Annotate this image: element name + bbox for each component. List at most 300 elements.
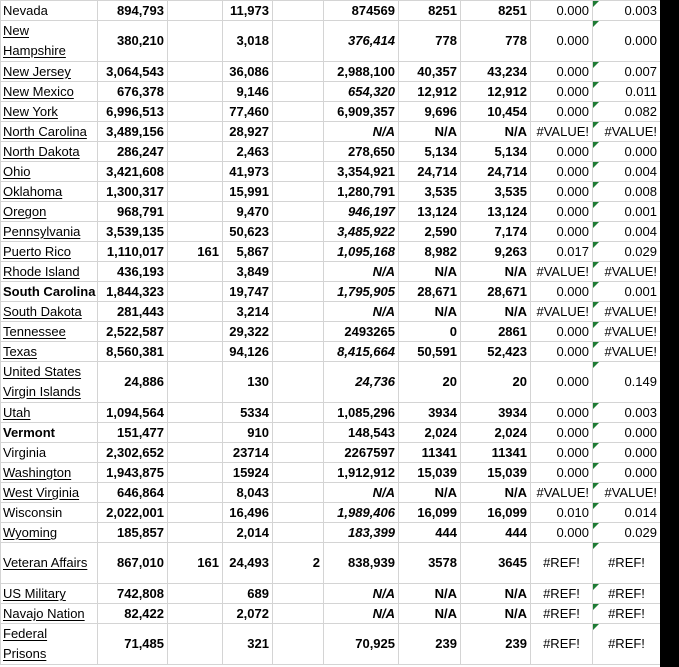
cell-b[interactable]: 867,010 (98, 543, 168, 584)
cell-name[interactable] (1, 162, 98, 182)
cell-j[interactable]: #VALUE! (593, 122, 661, 142)
cell-f[interactable]: N/A (324, 302, 399, 322)
cell-j[interactable]: 0.029 (593, 523, 661, 543)
cell-f[interactable]: 1,095,168 (324, 242, 399, 262)
cell-name[interactable] (1, 322, 98, 342)
cell-e[interactable] (273, 523, 324, 543)
cell-f[interactable]: 24,736 (324, 362, 399, 403)
cell-d[interactable]: 2,014 (223, 523, 273, 543)
cell-i[interactable]: 0.000 (531, 202, 593, 222)
cell-d[interactable]: 23714 (223, 443, 273, 463)
cell-b[interactable]: 71,485 (98, 624, 168, 665)
cell-j[interactable]: #REF! (593, 584, 661, 604)
cell-d[interactable]: 321 (223, 624, 273, 665)
cell-h[interactable]: N/A (461, 483, 531, 503)
cell-g[interactable]: 2,590 (399, 222, 461, 242)
cell-name[interactable] (1, 242, 98, 262)
cell-h[interactable]: 20 (461, 362, 531, 403)
cell-c[interactable] (168, 282, 223, 302)
cell-name[interactable] (1, 82, 98, 102)
cell-name[interactable] (1, 21, 98, 62)
cell-d[interactable]: 24,493 (223, 543, 273, 584)
cell-i[interactable]: #REF! (531, 543, 593, 584)
cell-h[interactable]: 239 (461, 624, 531, 665)
cell-name[interactable] (1, 483, 98, 503)
cell-d[interactable]: 15924 (223, 463, 273, 483)
cell-e[interactable] (273, 403, 324, 423)
cell-b[interactable]: 24,886 (98, 362, 168, 403)
cell-h[interactable]: 444 (461, 523, 531, 543)
cell-f[interactable]: 874569 (324, 1, 399, 21)
cell-name[interactable] (1, 543, 98, 584)
cell-d[interactable]: 36,086 (223, 62, 273, 82)
cell-c[interactable] (168, 142, 223, 162)
cell-j[interactable]: 0.149 (593, 362, 661, 403)
hyperlink[interactable]: Ohio (3, 164, 31, 179)
cell-h[interactable]: 16,099 (461, 503, 531, 523)
cell-h[interactable]: 15,039 (461, 463, 531, 483)
cell-b[interactable]: 1,844,323 (98, 282, 168, 302)
cell-j[interactable]: #REF! (593, 543, 661, 584)
cell-g[interactable]: 12,912 (399, 82, 461, 102)
hyperlink[interactable]: Pennsylvania (3, 224, 81, 239)
cell-c[interactable] (168, 122, 223, 142)
cell-g[interactable]: 24,714 (399, 162, 461, 182)
cell-e[interactable] (273, 362, 324, 403)
cell-h[interactable]: 43,234 (461, 62, 531, 82)
hyperlink[interactable]: Oklahoma (3, 184, 63, 199)
cell-d[interactable]: 94,126 (223, 342, 273, 362)
hyperlink[interactable]: Veteran Affairs (3, 555, 88, 570)
cell-c[interactable] (168, 342, 223, 362)
cell-j[interactable]: #REF! (593, 624, 661, 665)
cell-g[interactable]: 3,535 (399, 182, 461, 202)
cell-b[interactable]: 968,791 (98, 202, 168, 222)
cell-d[interactable]: 16,496 (223, 503, 273, 523)
cell-g[interactable]: N/A (399, 122, 461, 142)
cell-h[interactable]: 2,024 (461, 423, 531, 443)
cell-d[interactable]: 3,214 (223, 302, 273, 322)
cell-b[interactable]: 3,539,135 (98, 222, 168, 242)
cell-i[interactable]: 0.017 (531, 242, 593, 262)
hyperlink[interactable]: Rhode Island (3, 264, 80, 279)
cell-g[interactable]: 3578 (399, 543, 461, 584)
cell-e[interactable] (273, 604, 324, 624)
cell-h[interactable]: 10,454 (461, 102, 531, 122)
cell-e[interactable]: 2 (273, 543, 324, 584)
cell-b[interactable]: 3,064,543 (98, 62, 168, 82)
cell-j[interactable]: 0.001 (593, 202, 661, 222)
cell-h[interactable]: N/A (461, 302, 531, 322)
cell-d[interactable]: 5,867 (223, 242, 273, 262)
cell-name[interactable] (1, 604, 98, 624)
cell-h[interactable]: N/A (461, 604, 531, 624)
cell-b[interactable]: 151,477 (98, 423, 168, 443)
cell-e[interactable] (273, 624, 324, 665)
cell-h[interactable]: 3645 (461, 543, 531, 584)
cell-name[interactable] (1, 102, 98, 122)
cell-h[interactable]: 3934 (461, 403, 531, 423)
cell-e[interactable] (273, 282, 324, 302)
cell-b[interactable]: 82,422 (98, 604, 168, 624)
cell-g[interactable]: 15,039 (399, 463, 461, 483)
cell-name[interactable] (1, 584, 98, 604)
cell-f[interactable]: N/A (324, 604, 399, 624)
cell-f[interactable]: 148,543 (324, 423, 399, 443)
cell-j[interactable]: 0.000 (593, 423, 661, 443)
hyperlink[interactable]: South Dakota (3, 304, 82, 319)
hyperlink[interactable]: Navajo Nation (3, 606, 85, 621)
cell-g[interactable]: N/A (399, 604, 461, 624)
cell-i[interactable]: 0.000 (531, 102, 593, 122)
cell-h[interactable]: 11341 (461, 443, 531, 463)
cell-c[interactable] (168, 503, 223, 523)
cell-f[interactable]: 1,085,296 (324, 403, 399, 423)
cell-name[interactable] (1, 342, 98, 362)
cell-i[interactable]: 0.000 (531, 342, 593, 362)
cell-d[interactable]: 29,322 (223, 322, 273, 342)
cell-h[interactable]: 9,263 (461, 242, 531, 262)
cell-i[interactable]: 0.000 (531, 523, 593, 543)
cell-d[interactable]: 5334 (223, 403, 273, 423)
cell-e[interactable] (273, 122, 324, 142)
cell-h[interactable]: 7,174 (461, 222, 531, 242)
cell-c[interactable] (168, 102, 223, 122)
cell-i[interactable]: 0.000 (531, 222, 593, 242)
cell-f[interactable]: 2,988,100 (324, 62, 399, 82)
cell-f[interactable]: 183,399 (324, 523, 399, 543)
cell-j[interactable]: 0.011 (593, 82, 661, 102)
hyperlink[interactable]: Federal Prisons (3, 626, 48, 661)
cell-h[interactable]: 13,124 (461, 202, 531, 222)
cell-b[interactable]: 185,857 (98, 523, 168, 543)
hyperlink[interactable]: Utah (3, 405, 31, 420)
cell-j[interactable]: 0.003 (593, 1, 661, 21)
cell-b[interactable]: 436,193 (98, 262, 168, 282)
cell-i[interactable]: 0.000 (531, 62, 593, 82)
cell-g[interactable]: 0 (399, 322, 461, 342)
cell-i[interactable]: #VALUE! (531, 302, 593, 322)
cell-b[interactable]: 8,560,381 (98, 342, 168, 362)
cell-i[interactable]: #VALUE! (531, 483, 593, 503)
cell-j[interactable]: 0.000 (593, 443, 661, 463)
cell-name[interactable] (1, 302, 98, 322)
cell-name[interactable] (1, 503, 98, 523)
cell-b[interactable]: 3,489,156 (98, 122, 168, 142)
hyperlink[interactable]: New Mexico (3, 84, 74, 99)
cell-b[interactable]: 646,864 (98, 483, 168, 503)
cell-g[interactable]: N/A (399, 262, 461, 282)
hyperlink[interactable]: North Dakota (3, 144, 80, 159)
cell-g[interactable]: 2,024 (399, 423, 461, 443)
cell-b[interactable]: 281,443 (98, 302, 168, 322)
cell-d[interactable]: 910 (223, 423, 273, 443)
cell-j[interactable]: #VALUE! (593, 262, 661, 282)
cell-c[interactable] (168, 222, 223, 242)
cell-e[interactable] (273, 342, 324, 362)
cell-i[interactable]: 0.000 (531, 322, 593, 342)
cell-j[interactable]: 0.014 (593, 503, 661, 523)
cell-e[interactable] (273, 142, 324, 162)
cell-c[interactable] (168, 162, 223, 182)
cell-j[interactable]: 0.000 (593, 21, 661, 62)
cell-i[interactable]: #REF! (531, 584, 593, 604)
cell-name[interactable] (1, 122, 98, 142)
cell-j[interactable]: 0.000 (593, 142, 661, 162)
cell-e[interactable] (273, 584, 324, 604)
cell-d[interactable]: 28,927 (223, 122, 273, 142)
cell-c[interactable] (168, 21, 223, 62)
cell-c[interactable] (168, 483, 223, 503)
cell-j[interactable]: 0.029 (593, 242, 661, 262)
cell-f[interactable]: 3,485,922 (324, 222, 399, 242)
cell-j[interactable]: 0.007 (593, 62, 661, 82)
cell-i[interactable]: 0.000 (531, 1, 593, 21)
cell-g[interactable]: N/A (399, 302, 461, 322)
cell-d[interactable]: 130 (223, 362, 273, 403)
cell-name[interactable] (1, 624, 98, 665)
cell-g[interactable]: 778 (399, 21, 461, 62)
cell-c[interactable] (168, 423, 223, 443)
cell-name[interactable] (1, 62, 98, 82)
cell-j[interactable]: #VALUE! (593, 322, 661, 342)
hyperlink[interactable]: Wyoming (3, 525, 58, 540)
cell-f[interactable]: 1,795,905 (324, 282, 399, 302)
cell-j[interactable]: 0.000 (593, 463, 661, 483)
cell-h[interactable]: 778 (461, 21, 531, 62)
cell-f[interactable]: 654,320 (324, 82, 399, 102)
cell-f[interactable]: 1,989,406 (324, 503, 399, 523)
cell-f[interactable]: 838,939 (324, 543, 399, 584)
cell-c[interactable] (168, 302, 223, 322)
cell-d[interactable]: 11,973 (223, 1, 273, 21)
cell-i[interactable]: 0.000 (531, 162, 593, 182)
cell-h[interactable]: 5,134 (461, 142, 531, 162)
cell-b[interactable]: 380,210 (98, 21, 168, 62)
cell-e[interactable] (273, 182, 324, 202)
cell-i[interactable]: 0.000 (531, 282, 593, 302)
cell-h[interactable]: 2861 (461, 322, 531, 342)
cell-h[interactable]: 8251 (461, 1, 531, 21)
cell-c[interactable] (168, 202, 223, 222)
cell-f[interactable]: N/A (324, 584, 399, 604)
cell-i[interactable]: 0.000 (531, 82, 593, 102)
cell-d[interactable]: 8,043 (223, 483, 273, 503)
cell-d[interactable]: 689 (223, 584, 273, 604)
cell-j[interactable]: 0.082 (593, 102, 661, 122)
cell-d[interactable]: 2,463 (223, 142, 273, 162)
cell-c[interactable]: 161 (168, 543, 223, 584)
cell-g[interactable]: N/A (399, 584, 461, 604)
cell-c[interactable] (168, 182, 223, 202)
cell-d[interactable]: 77,460 (223, 102, 273, 122)
cell-h[interactable]: N/A (461, 262, 531, 282)
cell-e[interactable] (273, 302, 324, 322)
cell-name[interactable] (1, 1, 98, 21)
hyperlink[interactable]: Puerto Rico (3, 244, 71, 259)
cell-d[interactable]: 41,973 (223, 162, 273, 182)
cell-f[interactable]: N/A (324, 483, 399, 503)
cell-c[interactable] (168, 403, 223, 423)
cell-f[interactable]: N/A (324, 122, 399, 142)
cell-f[interactable]: 278,650 (324, 142, 399, 162)
cell-e[interactable] (273, 322, 324, 342)
cell-b[interactable]: 2,022,001 (98, 503, 168, 523)
cell-h[interactable]: 3,535 (461, 182, 531, 202)
cell-e[interactable] (273, 483, 324, 503)
cell-c[interactable] (168, 443, 223, 463)
cell-e[interactable] (273, 503, 324, 523)
cell-e[interactable] (273, 463, 324, 483)
cell-e[interactable] (273, 423, 324, 443)
cell-f[interactable]: 1,912,912 (324, 463, 399, 483)
cell-g[interactable]: 16,099 (399, 503, 461, 523)
cell-d[interactable]: 50,623 (223, 222, 273, 242)
cell-e[interactable] (273, 443, 324, 463)
hyperlink[interactable]: North Carolina (3, 124, 87, 139)
cell-d[interactable]: 3,018 (223, 21, 273, 62)
cell-d[interactable]: 15,991 (223, 182, 273, 202)
cell-d[interactable]: 3,849 (223, 262, 273, 282)
cell-e[interactable] (273, 21, 324, 62)
cell-j[interactable]: 0.003 (593, 403, 661, 423)
cell-b[interactable]: 6,996,513 (98, 102, 168, 122)
hyperlink[interactable]: Tennessee (3, 324, 66, 339)
cell-i[interactable]: 0.000 (531, 142, 593, 162)
cell-e[interactable] (273, 1, 324, 21)
cell-g[interactable]: 9,696 (399, 102, 461, 122)
cell-b[interactable]: 894,793 (98, 1, 168, 21)
cell-i[interactable]: #REF! (531, 604, 593, 624)
cell-c[interactable] (168, 62, 223, 82)
cell-h[interactable]: N/A (461, 584, 531, 604)
cell-d[interactable]: 2,072 (223, 604, 273, 624)
cell-name[interactable] (1, 182, 98, 202)
cell-j[interactable]: 0.008 (593, 182, 661, 202)
cell-e[interactable] (273, 102, 324, 122)
cell-f[interactable]: 3,354,921 (324, 162, 399, 182)
cell-e[interactable] (273, 82, 324, 102)
cell-i[interactable]: 0.000 (531, 443, 593, 463)
cell-f[interactable]: 8,415,664 (324, 342, 399, 362)
cell-g[interactable]: 13,124 (399, 202, 461, 222)
cell-b[interactable]: 286,247 (98, 142, 168, 162)
cell-name[interactable] (1, 523, 98, 543)
cell-c[interactable]: 161 (168, 242, 223, 262)
cell-j[interactable]: #VALUE! (593, 483, 661, 503)
cell-e[interactable] (273, 202, 324, 222)
cell-j[interactable]: 0.001 (593, 282, 661, 302)
cell-c[interactable] (168, 604, 223, 624)
cell-e[interactable] (273, 262, 324, 282)
cell-i[interactable]: 0.000 (531, 463, 593, 483)
cell-g[interactable]: 239 (399, 624, 461, 665)
cell-d[interactable]: 9,470 (223, 202, 273, 222)
cell-i[interactable]: 0.000 (531, 403, 593, 423)
cell-d[interactable]: 19,747 (223, 282, 273, 302)
cell-i[interactable]: 0.000 (531, 182, 593, 202)
cell-e[interactable] (273, 162, 324, 182)
hyperlink[interactable]: United States Virgin Islands (3, 364, 82, 399)
cell-name[interactable] (1, 423, 98, 443)
cell-b[interactable]: 1,094,564 (98, 403, 168, 423)
cell-h[interactable]: 28,671 (461, 282, 531, 302)
cell-name[interactable] (1, 362, 98, 403)
cell-f[interactable]: 946,197 (324, 202, 399, 222)
cell-j[interactable]: #REF! (593, 604, 661, 624)
cell-f[interactable]: 70,925 (324, 624, 399, 665)
cell-name[interactable] (1, 142, 98, 162)
cell-g[interactable]: 444 (399, 523, 461, 543)
cell-i[interactable]: 0.010 (531, 503, 593, 523)
cell-h[interactable]: 12,912 (461, 82, 531, 102)
cell-g[interactable]: 40,357 (399, 62, 461, 82)
cell-b[interactable]: 1,110,017 (98, 242, 168, 262)
cell-name[interactable] (1, 222, 98, 242)
cell-e[interactable] (273, 222, 324, 242)
cell-c[interactable] (168, 463, 223, 483)
cell-name[interactable] (1, 463, 98, 483)
cell-f[interactable]: 376,414 (324, 21, 399, 62)
cell-name[interactable] (1, 262, 98, 282)
cell-b[interactable]: 676,378 (98, 82, 168, 102)
cell-b[interactable]: 2,302,652 (98, 443, 168, 463)
cell-name[interactable] (1, 403, 98, 423)
cell-i[interactable]: 0.000 (531, 362, 593, 403)
cell-g[interactable]: 8251 (399, 1, 461, 21)
cell-g[interactable]: 28,671 (399, 282, 461, 302)
cell-i[interactable]: #REF! (531, 624, 593, 665)
cell-g[interactable]: 5,134 (399, 142, 461, 162)
cell-g[interactable]: 20 (399, 362, 461, 403)
hyperlink[interactable]: US Military (3, 586, 66, 601)
cell-e[interactable] (273, 62, 324, 82)
hyperlink[interactable]: New Hampshire (3, 23, 66, 58)
cell-name[interactable] (1, 202, 98, 222)
cell-i[interactable]: #VALUE! (531, 122, 593, 142)
cell-i[interactable]: #VALUE! (531, 262, 593, 282)
cell-d[interactable]: 9,146 (223, 82, 273, 102)
hyperlink[interactable]: Washington (3, 465, 72, 480)
cell-f[interactable]: 2267597 (324, 443, 399, 463)
hyperlink[interactable]: Oregon (3, 204, 47, 219)
cell-b[interactable]: 3,421,608 (98, 162, 168, 182)
cell-j[interactable]: #VALUE! (593, 302, 661, 322)
cell-name[interactable] (1, 282, 98, 302)
cell-g[interactable]: 50,591 (399, 342, 461, 362)
cell-name[interactable] (1, 443, 98, 463)
cell-j[interactable]: 0.004 (593, 162, 661, 182)
cell-b[interactable]: 1,943,875 (98, 463, 168, 483)
cell-h[interactable]: N/A (461, 122, 531, 142)
cell-j[interactable]: #VALUE! (593, 342, 661, 362)
cell-f[interactable]: 6,909,357 (324, 102, 399, 122)
cell-h[interactable]: 24,714 (461, 162, 531, 182)
hyperlink[interactable]: West Virginia (3, 485, 80, 500)
cell-j[interactable]: 0.004 (593, 222, 661, 242)
cell-f[interactable]: 1,280,791 (324, 182, 399, 202)
cell-c[interactable] (168, 262, 223, 282)
cell-e[interactable] (273, 242, 324, 262)
cell-b[interactable]: 742,808 (98, 584, 168, 604)
cell-g[interactable]: 11341 (399, 443, 461, 463)
cell-c[interactable] (168, 584, 223, 604)
cell-c[interactable] (168, 322, 223, 342)
cell-b[interactable]: 1,300,317 (98, 182, 168, 202)
cell-h[interactable]: 52,423 (461, 342, 531, 362)
cell-f[interactable]: 2493265 (324, 322, 399, 342)
hyperlink[interactable]: New Jersey (3, 64, 71, 79)
